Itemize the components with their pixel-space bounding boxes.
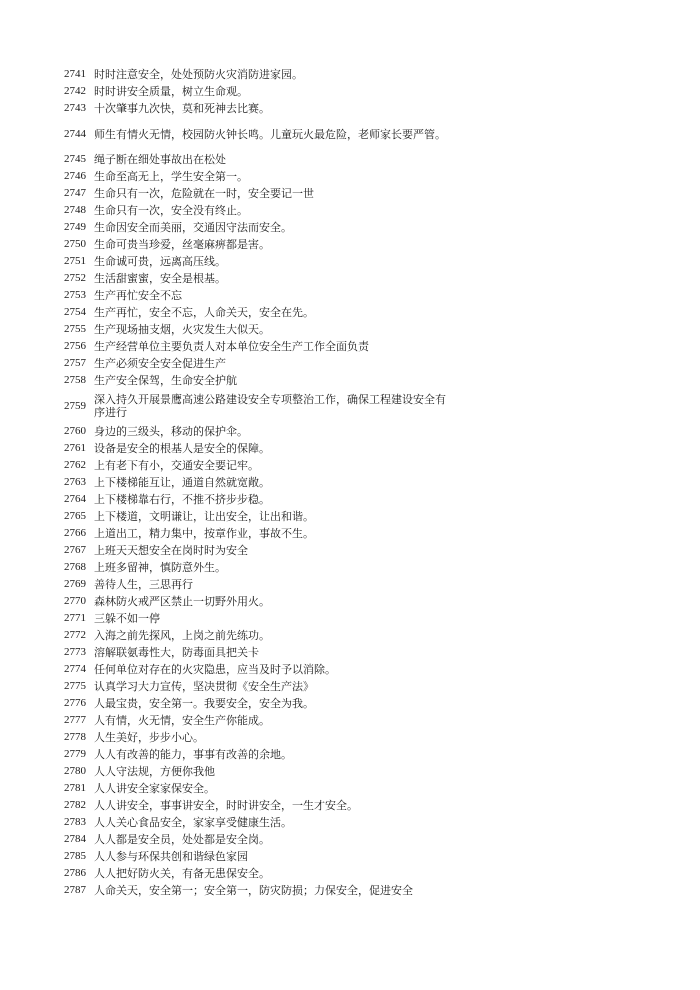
item-number: 2745 (64, 153, 86, 165)
list-item (64, 559, 454, 576)
list-item (64, 253, 454, 270)
list-item (64, 814, 454, 831)
item-text: 生命因安全而美丽，交通因守法而安全。 (94, 221, 292, 234)
item-number: 2778 (64, 731, 86, 743)
item-text: 上有老下有小，交通安全要记牢。 (94, 459, 259, 472)
item-text: 善待人生，三思再行 (94, 578, 193, 591)
list-item (64, 83, 454, 100)
item-text: 人有情，火无情，安全生产你能成。 (94, 714, 270, 727)
item-text: 时时讲安全质量，树立生命观。 (94, 85, 248, 98)
list-item (64, 882, 454, 899)
item-text: 三躲不如一停 (94, 612, 160, 625)
item-text: 人人守法规，方便你我他 (94, 765, 215, 778)
item-text: 生命只有一次，安全没有终止。 (94, 204, 248, 217)
item-number: 2765 (64, 510, 86, 522)
list-item (64, 304, 454, 321)
list-item (64, 321, 454, 338)
item-number: 2777 (64, 714, 86, 726)
item-number: 2786 (64, 867, 86, 879)
item-text: 人人关心食品安全，家家享受健康生活。 (94, 816, 292, 829)
item-text: 人人参与环保共创和谐绿色家园 (94, 850, 248, 863)
list-item (64, 593, 454, 610)
list-item (64, 627, 454, 644)
item-number: 2773 (64, 646, 86, 658)
item-number: 2746 (64, 170, 86, 182)
slogan-list (64, 66, 454, 899)
list-item (64, 712, 454, 729)
list-item (64, 746, 454, 763)
item-number: 2761 (64, 442, 86, 454)
item-text: 森林防火戒严区禁止一切野外用火。 (94, 595, 270, 608)
list-item (64, 270, 454, 287)
item-text: 生产再忙，安全不忘，人命关天，安全在先。 (94, 306, 314, 319)
item-text: 十次肇事九次快，莫和死神去比赛。 (94, 102, 270, 115)
list-item (64, 117, 454, 151)
item-text: 溶解联氨毒性大，防毒面具把关卡 (94, 646, 259, 659)
item-text: 深入持久开展景鹰高速公路建设安全专项整治工作，确保工程建设安全有序进行 (94, 393, 446, 419)
item-number: 2758 (64, 374, 86, 386)
list-item (64, 202, 454, 219)
list-item (64, 440, 454, 457)
item-text: 人人有改善的能力，事事有改善的余地。 (94, 748, 292, 761)
item-number: 2749 (64, 221, 86, 233)
list-item (64, 508, 454, 525)
list-item (64, 797, 454, 814)
item-number: 2784 (64, 833, 86, 845)
item-number: 2762 (64, 459, 86, 471)
list-item (64, 865, 454, 882)
list-item (64, 185, 454, 202)
item-number: 2767 (64, 544, 86, 556)
list-item (64, 763, 454, 780)
list-item (64, 848, 454, 865)
item-number: 2752 (64, 272, 86, 284)
list-item (64, 66, 454, 83)
item-text: 时时注意安全，处处预防火灾消防进家园。 (94, 68, 303, 81)
item-number: 2747 (64, 187, 86, 199)
item-number: 2776 (64, 697, 86, 709)
item-text: 生产经营单位主要负责人对本单位安全生产工作全面负责 (94, 340, 369, 353)
item-number: 2782 (64, 799, 86, 811)
item-number: 2783 (64, 816, 86, 828)
item-number: 2743 (64, 102, 86, 114)
list-item (64, 491, 454, 508)
list-item (64, 168, 454, 185)
item-number: 2748 (64, 204, 86, 216)
item-text: 生产必须安全安全促进生产 (94, 357, 226, 370)
item-text: 生产安全保驾，生命安全护航 (94, 374, 237, 387)
item-text: 身边的三级头，移动的保护伞。 (94, 425, 248, 438)
list-item (64, 389, 454, 423)
item-number: 2771 (64, 612, 86, 624)
item-text: 师生有情火无情，校园防火钟长鸣。儿童玩火最危险，老师家长要严管。 (94, 127, 446, 141)
item-text: 任何单位对存在的火灾隐患，应当及时予以消除。 (94, 663, 336, 676)
item-number: 2787 (64, 884, 86, 896)
list-item (64, 372, 454, 389)
item-text: 生产再忙安全不忘 (94, 289, 182, 302)
list-item (64, 151, 454, 168)
list-item (64, 644, 454, 661)
item-number: 2764 (64, 493, 86, 505)
list-item (64, 100, 454, 117)
item-number: 2741 (64, 68, 86, 80)
item-text: 生命可贵当珍爱，丝毫麻痹都是害。 (94, 238, 270, 251)
item-text: 生命至高无上，学生安全第一。 (94, 170, 248, 183)
item-number: 2768 (64, 561, 86, 573)
item-number: 2769 (64, 578, 86, 590)
item-number: 2785 (64, 850, 86, 862)
list-item (64, 780, 454, 797)
item-text: 生产现场抽支烟，火灾发生大似天。 (94, 323, 270, 336)
item-text: 上班天天想安全在岗时时为安全 (94, 544, 248, 557)
item-number: 2742 (64, 85, 86, 97)
item-text: 上班多留神，慎防意外生。 (94, 561, 226, 574)
item-text: 设备是安全的根基人是安全的保障。 (94, 442, 270, 455)
list-item (64, 236, 454, 253)
item-number: 2772 (64, 629, 86, 641)
item-number: 2775 (64, 680, 86, 692)
list-item (64, 423, 454, 440)
list-item (64, 661, 454, 678)
item-number: 2763 (64, 476, 86, 488)
item-text: 生命只有一次，危险就在一时，安全要记一世 (94, 187, 314, 200)
item-text: 生命诚可贵，远离高压线。 (94, 255, 226, 268)
item-number: 2751 (64, 255, 86, 267)
item-number: 2780 (64, 765, 86, 777)
item-number: 2774 (64, 663, 86, 675)
item-text: 人人讲安全，事事讲安全，时时讲安全，一生才安全。 (94, 799, 358, 812)
item-text: 人人都是安全员，处处都是安全岗。 (94, 833, 270, 846)
item-number: 2744 (64, 127, 86, 140)
item-text: 认真学习大力宣传，坚决贯彻《安全生产法》 (94, 680, 314, 693)
list-item (64, 610, 454, 627)
item-text: 绳子断在细处事故出在松处 (94, 153, 226, 166)
item-number: 2759 (64, 399, 86, 412)
item-text: 上道出工，精力集中，按章作业，事故不生。 (94, 527, 314, 540)
item-text: 生活甜蜜蜜，安全是根基。 (94, 272, 226, 285)
item-text: 上下楼道，文明谦让，让出安全，让出和谐。 (94, 510, 314, 523)
list-item (64, 287, 454, 304)
item-text: 人最宝贵，安全第一。我要安全，安全为我。 (94, 697, 314, 710)
list-item (64, 355, 454, 372)
list-item (64, 457, 454, 474)
item-number: 2753 (64, 289, 86, 301)
list-item (64, 338, 454, 355)
item-text: 上下楼梯靠右行，不推不挤步步稳。 (94, 493, 270, 506)
item-text: 入海之前先探风，上岗之前先练功。 (94, 629, 270, 642)
item-number: 2754 (64, 306, 86, 318)
item-number: 2760 (64, 425, 86, 437)
item-number: 2770 (64, 595, 86, 607)
list-item (64, 542, 454, 559)
item-number: 2756 (64, 340, 86, 352)
item-number: 2779 (64, 748, 86, 760)
list-item (64, 831, 454, 848)
list-item (64, 729, 454, 746)
item-text: 人生美好，步步小心。 (94, 731, 204, 744)
item-number: 2755 (64, 323, 86, 335)
item-text: 上下楼梯能互让，通道自然就宽敞。 (94, 476, 270, 489)
item-text: 人人讲安全家家保安全。 (94, 782, 215, 795)
item-number: 2757 (64, 357, 86, 369)
item-text: 人人把好防火关，有备无患保安全。 (94, 867, 270, 880)
list-item (64, 678, 454, 695)
item-number: 2766 (64, 527, 86, 539)
list-item (64, 576, 454, 593)
list-item (64, 695, 454, 712)
list-item (64, 525, 454, 542)
item-text: 人命关天，安全第一；安全第一，防灾防损；力保安全，促进安全 (94, 884, 413, 897)
list-item (64, 219, 454, 236)
item-number: 2781 (64, 782, 86, 794)
item-number: 2750 (64, 238, 86, 250)
list-item (64, 474, 454, 491)
